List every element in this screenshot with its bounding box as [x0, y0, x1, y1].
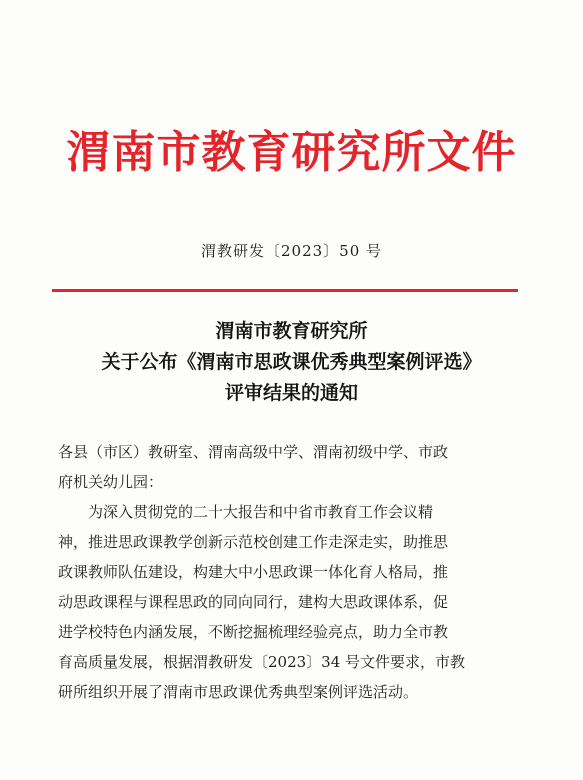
paragraph-line: 研所组织开展了渭南市思政课优秀典型案例评选活动。 [58, 683, 419, 701]
org-header-title: 渭南市教育研究所文件 [66, 127, 517, 178]
paragraph-line: 政课教师队伍建设，构建大中小思政课一体化育人格局，推 [58, 563, 449, 581]
addressee-line: 各县（市区）教研室、渭南高级中学、渭南初级中学、市政 [58, 443, 449, 461]
document-number: 渭教研发〔2023〕50 号 [200, 242, 383, 260]
notice-title-line-3: 评审结果的通知 [224, 382, 358, 404]
addressee [58, 437, 510, 497]
paragraph-line: 为深入贯彻党的二十大报告和中省市教育工作会议精 [88, 503, 434, 521]
paragraph-line: 进学校特色内涵发展，不断挖掘梳理经验亮点，助力全市教 [58, 623, 449, 641]
addressee-line: 府机关幼儿园： [58, 473, 164, 491]
paragraph-line: 神，推进思政课教学创新示范校创建工作走深走实，助推思 [58, 533, 449, 551]
paragraph-line: 动思政课程与课程思政的同向同行，建构大思政课体系，促 [58, 593, 449, 611]
notice-title-line-1: 渭南市教育研究所 [215, 320, 368, 342]
body-paragraph [58, 497, 510, 707]
red-divider-line [52, 289, 518, 292]
paragraph-line: 育高质量发展，根据渭教研发〔2023〕34 号文件要求，市教 [58, 653, 466, 671]
notice-title-line-2: 关于公布《渭南市思政课优秀典型案例评选》 [101, 351, 482, 373]
